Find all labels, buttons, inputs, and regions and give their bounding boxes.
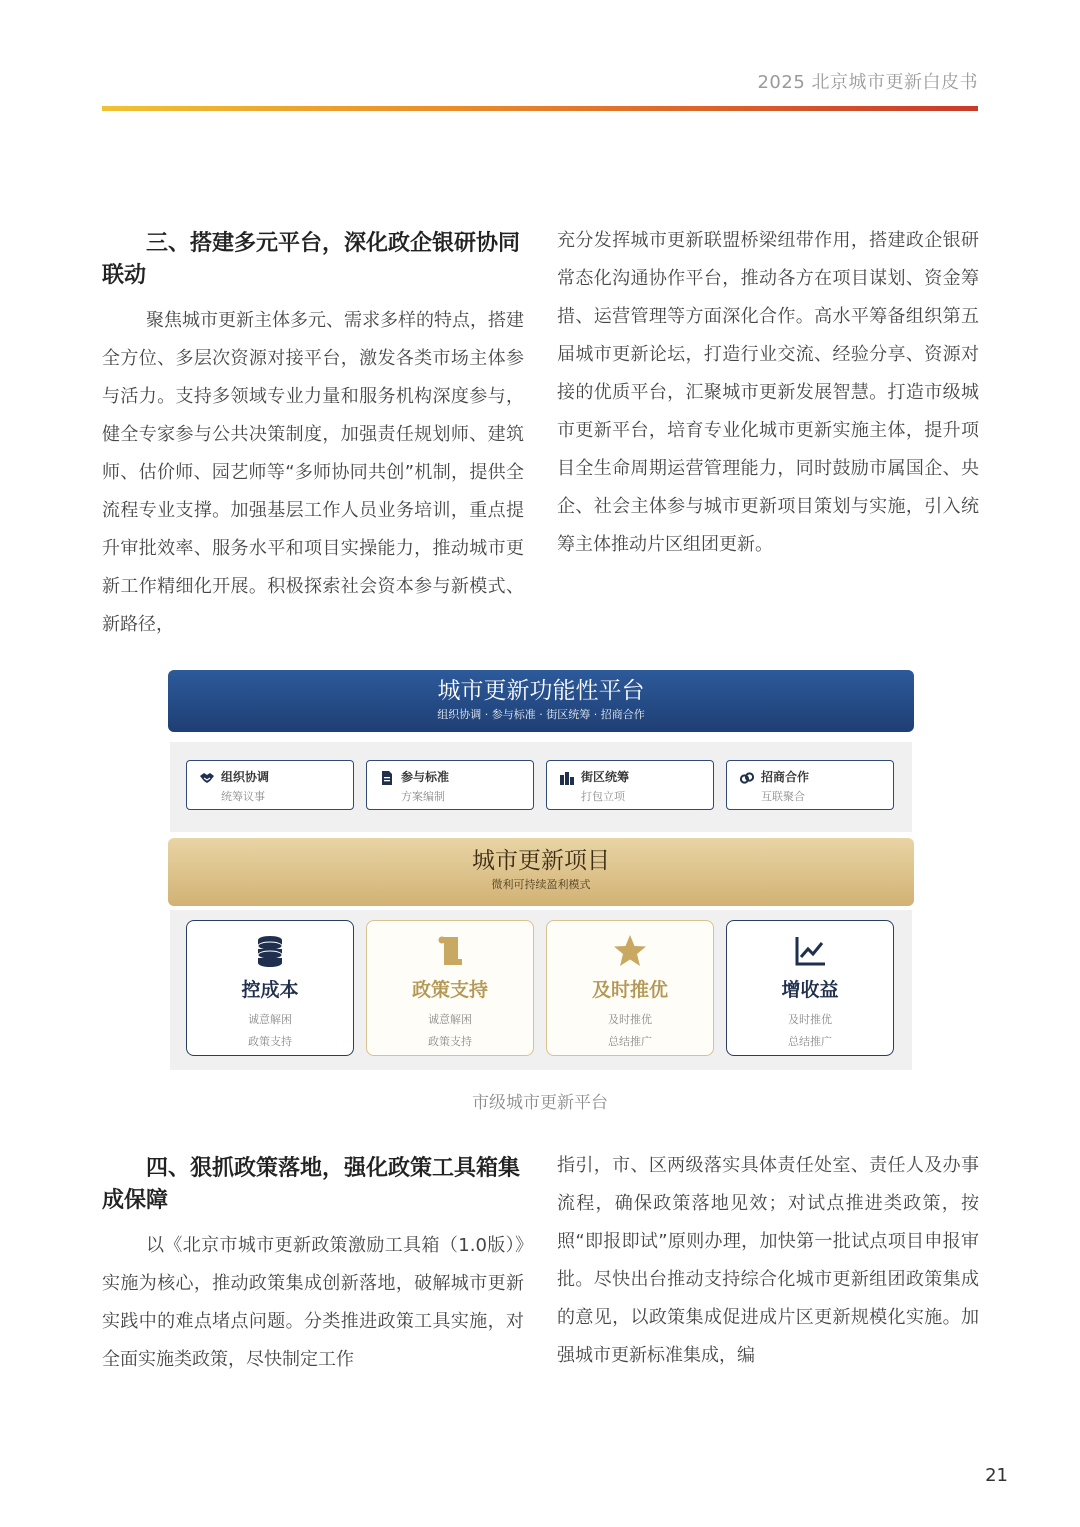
project-card-line: 政策支持 [248,1035,292,1048]
urban-renewal-project-band [168,838,914,906]
header-divider [102,106,978,111]
section4-left-paragraph: 以《北京市城市更新政策激励工具箱（1.0版）》实施为核心，推动政策集成创新落地，破解城市更新实践中的难点堵点问题。分类推进政策工具实施，对全面实施类政策，尽快制定工作 [102,1235,524,1370]
section3-right-paragraph: 充分发挥城市更新联盟桥梁纽带作用，搭建政企银研常态化沟通协作平台，推动各方在项目谋划、资金筹措、运营管理等方面深化合作。高水平筹备组织第五届城市更新论坛，打造行业交流、经验分享、资源对接的优质平台，汇聚城市更新发展智慧。打造市级城市更新平台，培育专业化城市更新实施主体，提升项目全生命周期运营管理能力，同时鼓励市属国企、央企、社会主体参与城市更新项目策划与实施，引入统筹主体推动片区组团更新。 [557,230,979,555]
project-card-line: 及时推优 [788,1013,832,1026]
project-band-title: 城市更新项目 [472,848,610,874]
project-card-title: 及时推优 [591,979,668,1001]
handshake-icon [199,770,215,786]
project-band-subtitle: 微利可持续盈利模式 [491,878,591,891]
platform-card-subtitle: 统筹议事 [221,790,265,803]
platform-card [366,760,534,810]
project-card [186,920,354,1056]
project-card [726,920,894,1056]
project-card-line: 诚意解困 [428,1013,472,1026]
line-chart-icon [792,933,828,969]
platform-card [726,760,894,810]
platform-card-subtitle: 互联聚合 [761,790,805,803]
platform-card-subtitle: 方案编制 [401,790,445,803]
section4-left-column [102,1153,524,1379]
project-card-line: 总结推广 [608,1035,652,1048]
section4-right-paragraph: 指引，市、区两级落实具体责任处室、责任人及办事流程，确保政策落地见效；对试点推进类政策，按照“即报即试”原则办理，加快第一批试点项目申报审批。尽快出台推动支持综合化城市更新组团政策集成的意见，以政策集成促进成片区更新规模化实施。加强城市更新标准集成，编 [557,1155,979,1366]
functional-platform-title: 城市更新功能性平台 [437,678,645,704]
project-card [546,920,714,1056]
coin-stack-icon [252,933,288,969]
link-icon [739,770,755,786]
platform-card [546,760,714,810]
platform-card-title: 招商合作 [761,770,810,784]
section3-heading: 三、搭建多元平台，深化政企银研协同联动 [102,231,521,288]
project-card-line: 及时推优 [608,1013,652,1026]
project-card [366,920,534,1056]
project-card-line: 诚意解困 [248,1013,292,1026]
city-buildings-icon [559,770,575,786]
running-header: 2025 北京城市更新白皮书 [757,72,978,93]
platform-diagram [168,670,914,1070]
platform-card-subtitle: 打包立项 [581,790,625,803]
figure-caption: 市级城市更新平台 [472,1093,608,1113]
platform-card [186,760,354,810]
project-card-title: 控成本 [241,979,299,1001]
functional-platform-subtitle: 组织协调 · 参与标准 · 街区统筹 · 招商合作 [437,708,645,721]
star-icon [612,933,648,969]
platform-card-title: 参与标准 [401,770,450,784]
project-cards-panel [170,910,912,1070]
project-card-title: 政策支持 [411,979,488,1001]
project-card-line: 总结推广 [788,1035,832,1048]
project-card-title: 增收益 [781,979,839,1001]
project-card-line: 政策支持 [428,1035,472,1048]
section3-right-column [557,222,979,564]
section4-heading: 四、狠抓政策落地，强化政策工具箱集成保障 [102,1156,521,1213]
section3-left-column [102,228,524,644]
section3-left-paragraph: 聚焦城市更新主体多元、需求多样的特点，搭建全方位、多层次资源对接平台，激发各类市场主体参与活力。支持多领域专业力量和服务机构深度参与，健全专家参与公共决策制度，加强责任规划师、建筑师、估价师、园艺师等“多师协同共创”机制，提供全流程专业支撑。加强基层工作人员业务培训，重点提升审批效率、服务水平和项目实操能力，推动城市更新工作精细化开展。积极探索社会资本参与新模式、新路径， [102,310,524,635]
section4-right-column [557,1147,979,1375]
platform-cards-panel [170,742,912,832]
platform-card-title: 街区统筹 [581,770,630,784]
document-icon [379,770,395,786]
platform-card-title: 组织协调 [221,770,270,784]
functional-platform-band [168,670,914,732]
page-number: 21 [985,1465,1008,1486]
scroll-icon [432,933,468,969]
